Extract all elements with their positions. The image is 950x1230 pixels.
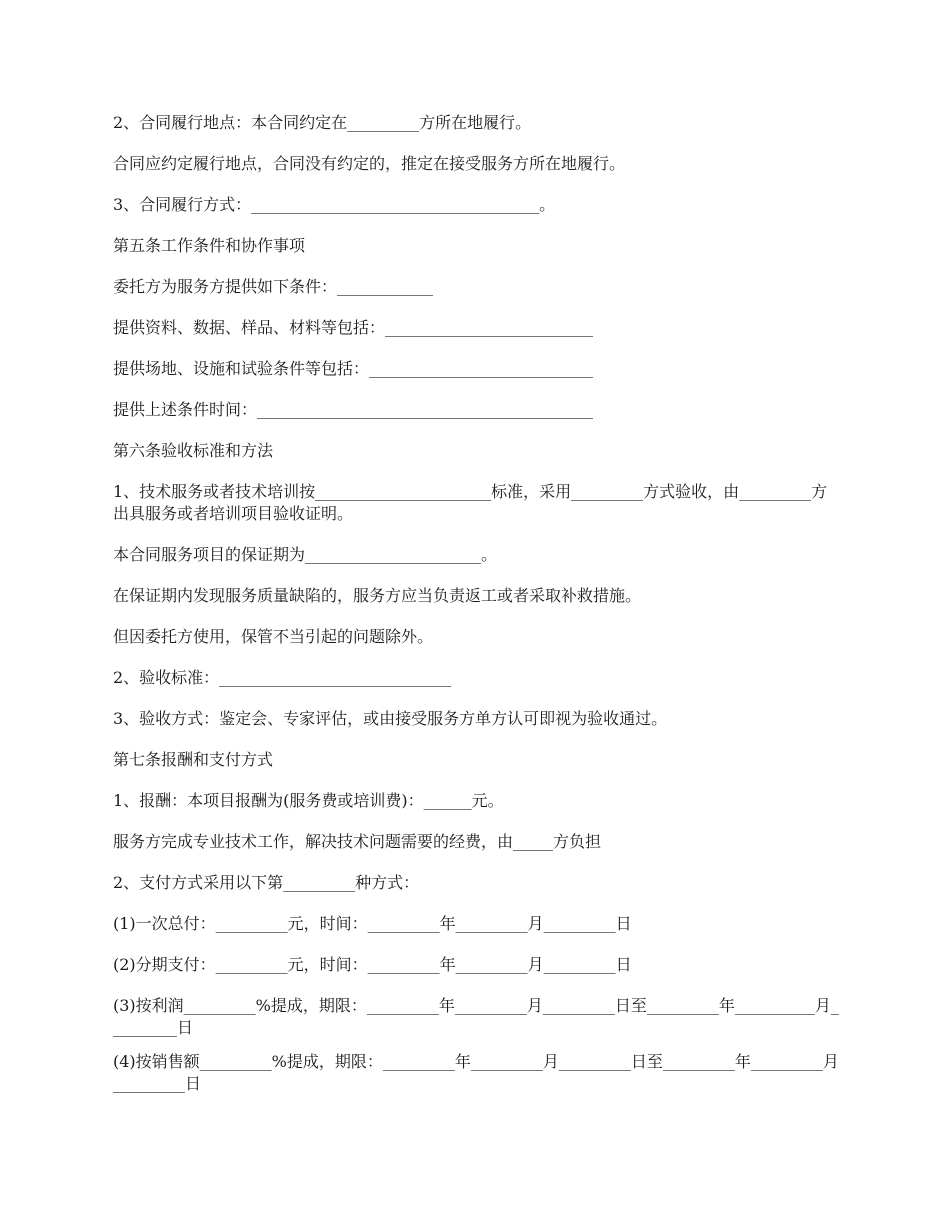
payment-option-sales-share: (4)按销售额_________%提成，期限：_________年_________月_________日至_________年_________月_________日: [113, 1052, 839, 1093]
provision-time: 提供上述条件时间：__________________________________________: [113, 400, 594, 419]
performance-location-note: 合同应约定履行地点，合同没有约定的，推定在接受服务方所在地履行。: [113, 154, 626, 173]
article-5-heading: 第五条工作条件和协作事项: [113, 236, 306, 255]
client-provided-conditions: 委托方为服务方提供如下条件：____________: [113, 277, 434, 296]
expense-burden: 服务方完成专业技术工作，解决技术问题需要的经费，由_____方负担: [113, 832, 602, 851]
provided-facilities: 提供场地、设施和试验条件等包括：____________________________: [113, 359, 594, 378]
clause-performance-method: 3、合同履行方式：____________________________________。: [113, 195, 556, 214]
remuneration: 1、报酬：本项目报酬为(服务费或培训费)：______元。: [113, 791, 504, 810]
document-page: [113, 112, 843, 1114]
acceptance-standard: 2、验收标准：_____________________________: [113, 668, 452, 687]
acceptance-method: 3、验收方式：鉴定会、专家评估，或由接受服务方单方认可即视为验收通过。: [113, 709, 668, 728]
payment-method: 2、支付方式采用以下第_________种方式：: [113, 873, 420, 892]
payment-option-lump-sum: (1)一次总付：_________元，时间：_________年_________月_________日: [113, 914, 632, 933]
acceptance-standard-clause: 1、技术服务或者技术培训按______________________标准，采用_________方式验收，由_________方出具服务或者培训项目验收证明。: [113, 482, 828, 523]
warranty-exclusion: 但因委托方使用，保管不当引起的问题除外。: [113, 627, 434, 646]
warranty-period: 本合同服务项目的保证期为______________________。: [113, 545, 498, 564]
payment-option-profit-share: (3)按利润_________%提成，期限：_________年_________月_________日至_________年__________月_________日: [113, 996, 839, 1037]
provided-materials: 提供资料、数据、样品、材料等包括：__________________________: [113, 318, 594, 337]
warranty-defect-remedy: 在保证期内发现服务质量缺陷的，服务方应当负责返工或者采取补救措施。: [113, 586, 642, 605]
article-7-heading: 第七条报酬和支付方式: [113, 750, 274, 769]
article-6-heading: 第六条验收标准和方法: [113, 441, 274, 460]
clause-performance-location: 2、合同履行地点：本合同约定在_________方所在地履行。: [113, 113, 532, 132]
payment-option-installment: (2)分期支付：_________元，时间：_________年_________月_________日: [113, 955, 632, 974]
